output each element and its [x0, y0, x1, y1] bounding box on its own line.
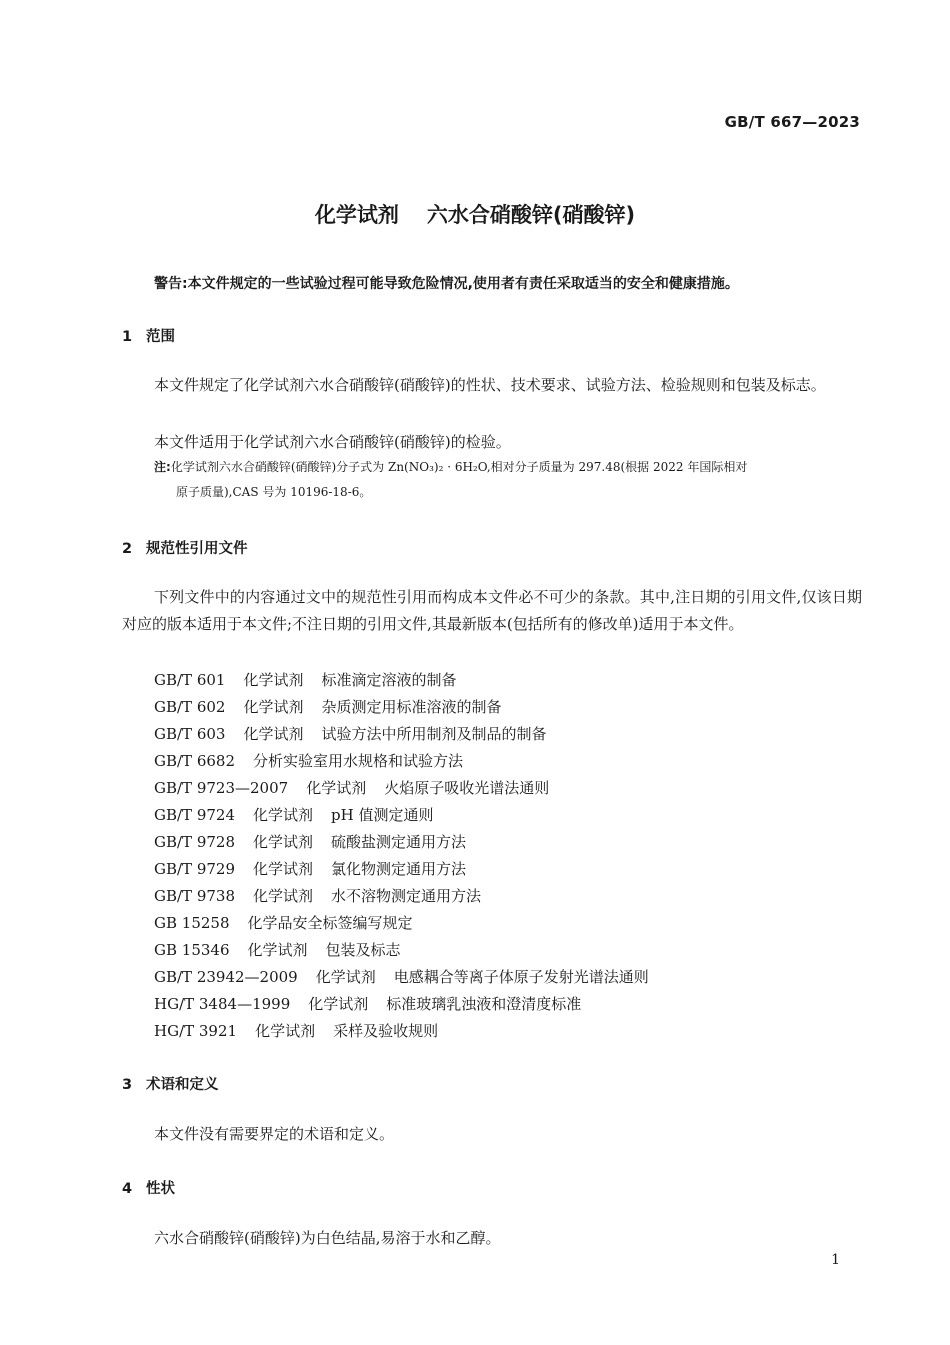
ref-code: GB 15258: [154, 914, 230, 932]
ref-category: 化学试剂: [253, 833, 314, 851]
reference-item: [154, 831, 466, 852]
ref-code: GB/T 602: [154, 698, 226, 716]
scope-paragraph-2: 本文件适用于化学试剂六水合硝酸锌(硝酸锌)的检验。: [154, 433, 511, 451]
ref-title: 硫酸盐测定通用方法: [331, 833, 467, 851]
section-number: 1: [122, 329, 133, 345]
ref-code: GB/T 9738: [154, 887, 236, 905]
section-title: 性状: [146, 1181, 175, 1197]
ref-category: 化学试剂: [247, 941, 308, 959]
ref-code: GB/T 601: [154, 671, 226, 689]
document-title: [0, 199, 950, 229]
ref-title: 杂质测定用标准溶液的制备: [321, 698, 502, 716]
section-heading-normative: [122, 537, 248, 558]
ref-category: 化学试剂: [243, 671, 304, 689]
normative-intro: 下列文件中的内容通过文中的规范性引用而构成本文件必不可少的条款。其中,注日期的引用文件,仅该日期对应的版本适用于本文件;不注日期的引用文件,其最新版本(包括所有的修改单)适用于本文件。: [122, 588, 862, 633]
section-heading-terms: [122, 1073, 219, 1094]
ref-category: 化学试剂: [243, 698, 304, 716]
document-code: GB/T 667—2023: [724, 113, 860, 131]
reference-item: [154, 669, 457, 690]
reference-item: [154, 696, 502, 717]
section-heading-properties: [122, 1177, 175, 1198]
ref-code: GB/T 9724: [154, 806, 236, 824]
ref-title: 试验方法中所用制剂及制品的制备: [321, 725, 547, 743]
note-label: 注:: [154, 460, 171, 474]
warning-statement: 警告:本文件规定的一些试验过程可能导致危险情况,使用者有责任采取适当的安全和健康措施。: [154, 276, 739, 292]
reference-item: [154, 804, 433, 825]
reference-item: [154, 939, 401, 960]
ref-code: GB/T 9729: [154, 860, 236, 878]
reference-item: [154, 912, 413, 933]
ref-code: GB/T 6682: [154, 752, 236, 770]
ref-code: HG/T 3484—1999: [154, 995, 291, 1013]
section-number: 4: [122, 1181, 133, 1197]
ref-title: 标准玻璃乳浊液和澄清度标准: [386, 995, 582, 1013]
ref-category: 化学试剂: [253, 806, 314, 824]
ref-code: GB 15346: [154, 941, 230, 959]
reference-item: [154, 966, 649, 987]
scope-paragraph-1: 本文件规定了化学试剂六水合硝酸锌(硝酸锌)的性状、技术要求、试验方法、检验规则和包装及标志。: [154, 376, 826, 394]
section-title: 范围: [146, 329, 175, 345]
ref-category: 化学试剂: [255, 1022, 316, 1040]
reference-item: [154, 723, 547, 744]
section-number: 2: [122, 541, 133, 557]
ref-title: pH 值测定通则: [331, 806, 434, 824]
ref-code: GB/T 9723—2007: [154, 779, 289, 797]
reference-item: [154, 993, 581, 1014]
ref-category: 化学试剂: [315, 968, 376, 986]
ref-category: 化学试剂: [308, 995, 369, 1013]
ref-code: GB/T 9728: [154, 833, 236, 851]
section-heading-scope: [122, 325, 175, 346]
ref-code: HG/T 3921: [154, 1022, 238, 1040]
title-category: 化学试剂: [314, 203, 399, 227]
section-title: 术语和定义: [146, 1077, 219, 1093]
scope-note: [154, 455, 866, 505]
reference-item: [154, 1020, 438, 1041]
section-number: 3: [122, 1077, 133, 1093]
ref-category: 化学试剂: [306, 779, 367, 797]
ref-code: GB/T 603: [154, 725, 226, 743]
ref-title: 水不溶物测定通用方法: [331, 887, 482, 905]
ref-category: 化学试剂: [253, 860, 314, 878]
page-number: 1: [831, 1252, 840, 1268]
reference-item: [154, 777, 549, 798]
ref-title: 化学品安全标签编写规定: [247, 914, 413, 932]
reference-item: [154, 858, 466, 879]
ref-code: GB/T 23942—2009: [154, 968, 298, 986]
ref-title: 包装及标志: [325, 941, 401, 959]
ref-title: 采样及验收规则: [333, 1022, 439, 1040]
title-product: 六水合硝酸锌(硝酸锌): [426, 203, 636, 227]
properties-text: 六水合硝酸锌(硝酸锌)为白色结晶,易溶于水和乙醇。: [154, 1229, 501, 1247]
ref-title: 分析实验室用水规格和试验方法: [253, 752, 464, 770]
note-line-2: 原子质量),CAS 号为 10196-18-6。: [176, 485, 372, 499]
reference-item: [154, 885, 481, 906]
note-line-1: 化学试剂六水合硝酸锌(硝酸锌)分子式为 Zn(NO₃)₂ · 6H₂O,相对分子质量为 297.48(根据 2022 年国际相对: [170, 460, 748, 474]
ref-title: 标准滴定溶液的制备: [321, 671, 457, 689]
section-title: 规范性引用文件: [146, 541, 248, 557]
terms-text: 本文件没有需要界定的术语和定义。: [154, 1125, 395, 1143]
ref-title: 火焰原子吸收光谱法通则: [384, 779, 550, 797]
ref-category: 化学试剂: [253, 887, 314, 905]
ref-category: 化学试剂: [243, 725, 304, 743]
reference-item: [154, 750, 463, 771]
ref-title: 电感耦合等离子体原子发射光谱法通则: [393, 968, 649, 986]
ref-title: 氯化物测定通用方法: [331, 860, 467, 878]
